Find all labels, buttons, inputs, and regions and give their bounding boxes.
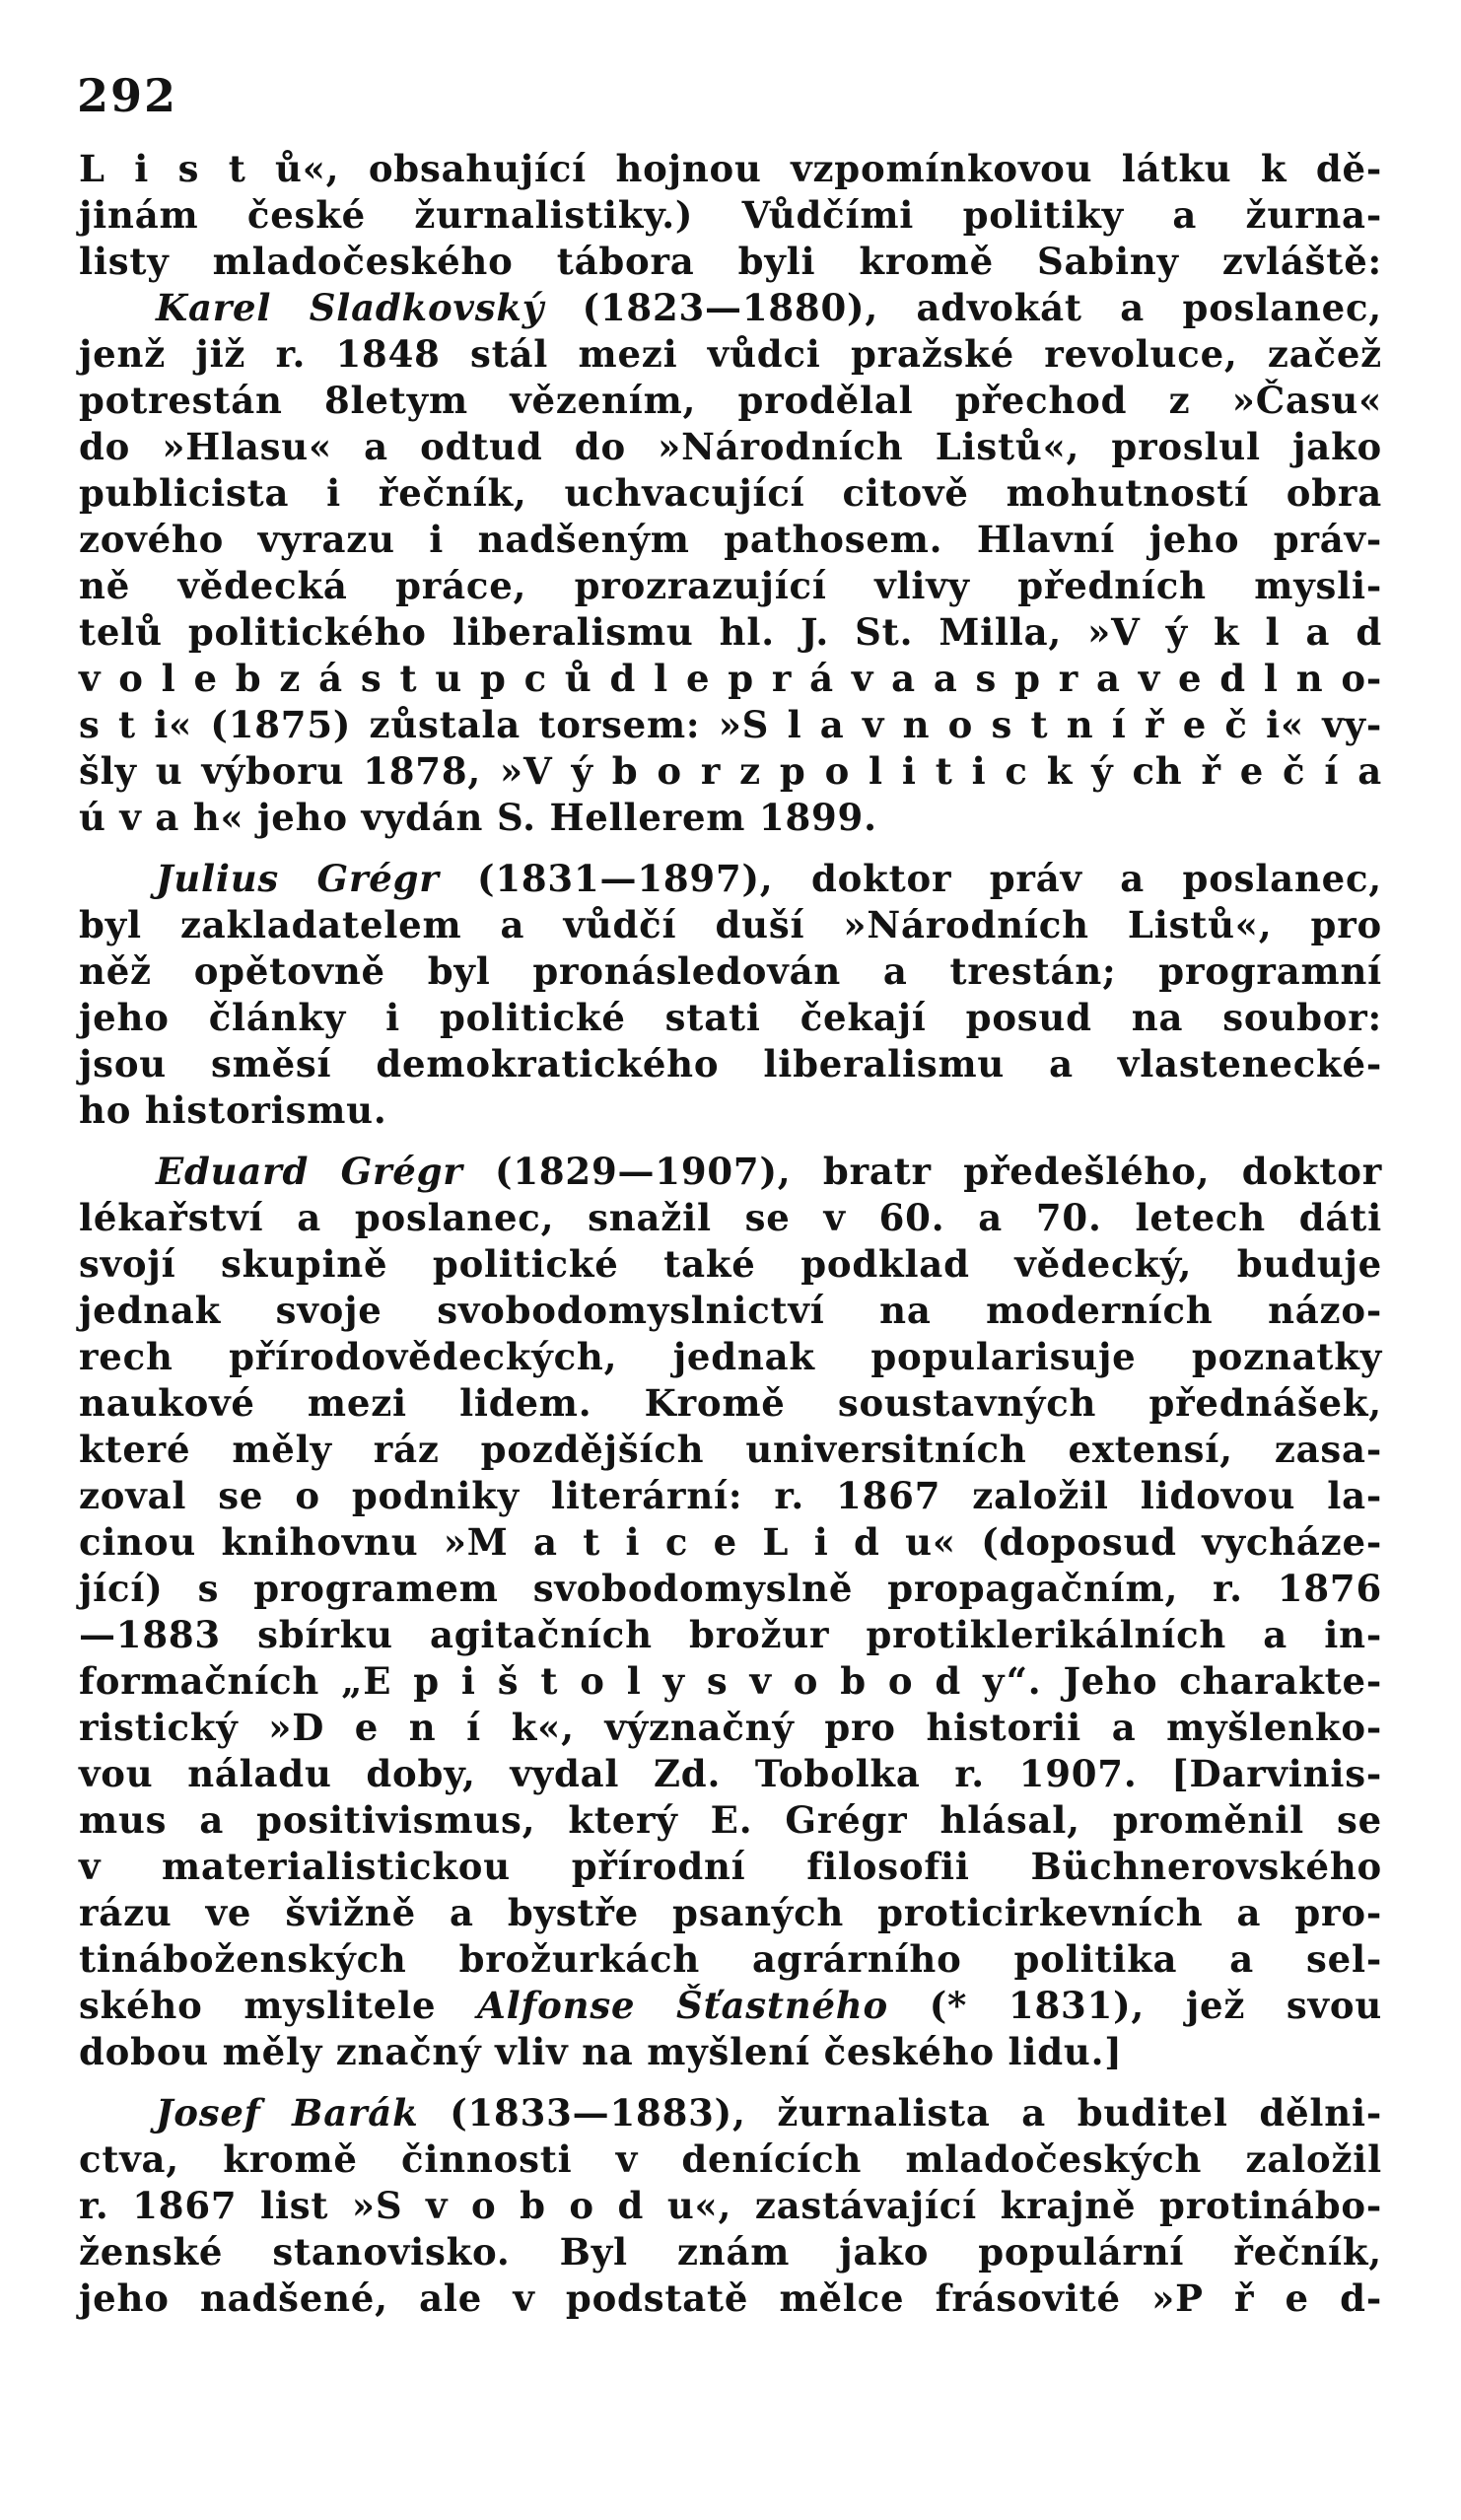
text-segment: vou náladu doby, vydal Zd. Tobolka r. 1907. [Darvinis- — [79, 1752, 1382, 1795]
text-line — [79, 1041, 1382, 1087]
text-segment: naukové mezi lidem. Kromě soustavných přednášek, — [79, 1381, 1382, 1425]
text-line — [79, 902, 1382, 948]
text-line — [79, 424, 1382, 470]
text-segment: —1883 sbírku agitačních brožur protiklerikálních a in- — [79, 1613, 1382, 1656]
text-segment: v materialistickou přírodní filosofii Büchnerovského — [79, 1845, 1382, 1888]
text-line — [79, 856, 1382, 902]
text-segment: (* 1831), jež svou — [888, 1984, 1383, 2027]
text-line — [79, 1087, 1382, 1134]
text-segment: jeho nadšené, ale v podstatě mělce frásovité »P ř e d- — [79, 2276, 1382, 2320]
text-line — [79, 748, 1382, 795]
text-segment: šly u výboru 1878, »V ý b o r z p o l i t i c k ý ch ř e č í a — [79, 749, 1382, 793]
text-line — [79, 331, 1382, 378]
text-segment: (1829—1907), bratr předešlého, doktor — [462, 1150, 1382, 1193]
text-line — [79, 192, 1382, 239]
paragraph — [79, 146, 1382, 285]
text-line — [79, 2229, 1382, 2275]
text-segment: potrestán 8letym vězením, prodělal přechod z »Času« — [79, 379, 1382, 422]
text-segment: ženské stanovisko. Byl znám jako populární řečník, — [79, 2230, 1382, 2274]
paragraph — [79, 2090, 1382, 2322]
text-segment: dobou měly značný vliv na myšlení českého lidu.] — [79, 2030, 1123, 2073]
text-line — [79, 948, 1382, 995]
text-line — [79, 1288, 1382, 1334]
text-line — [79, 2090, 1382, 2136]
text-segment: L i s t ů«, obsahující hojnou vzpomínkovou látku k dě- — [79, 147, 1382, 190]
text-segment: ně vědecká práce, prozrazující vlivy předních mysli- — [79, 564, 1382, 607]
text-line — [79, 1427, 1382, 1473]
text-segment: (1833—1883), žurnalista a buditel dělni- — [418, 2091, 1382, 2135]
text-segment: r. 1867 list »S v o b o d u«, zastávající krajně protinábo- — [79, 2184, 1382, 2227]
text-line — [79, 1473, 1382, 1519]
text-line — [79, 1241, 1382, 1288]
text-line — [79, 517, 1382, 563]
paragraph — [79, 285, 1382, 841]
text-line — [79, 1890, 1382, 1936]
text-segment: tináboženských brožurkách agrárního politika a sel- — [79, 1937, 1382, 1981]
text-segment: cinou knihovnu »M a t i c e L i d u« (doposud vycháze- — [79, 1520, 1382, 1564]
text-line — [79, 609, 1382, 656]
text-segment: byl zakladatelem a vůdčí duší »Národních Listů«, pro — [79, 903, 1382, 946]
person-name: Josef Barák — [156, 2091, 419, 2135]
text-segment: jinám české žurnalistiky.) Vůdčími politiky a žurna- — [79, 193, 1382, 237]
text-line — [79, 1149, 1382, 1195]
text-segment: (1823—1880), advokát a poslanec, — [544, 286, 1382, 329]
text-segment: ristický »D e n í k«, význačný pro historii a myšlenko- — [79, 1706, 1382, 1749]
text-line — [79, 2136, 1382, 2183]
page-body — [79, 146, 1382, 2322]
person-name: Karel Sladkovský — [156, 286, 545, 329]
text-segment: telů politického liberalismu hl. J. St. Milla, »V ý k l a d — [79, 610, 1382, 654]
text-line — [79, 1658, 1382, 1705]
text-segment: zoval se o podniky literární: r. 1867 založil lidovou la- — [79, 1474, 1382, 1517]
text-segment: jsou směsí demokratického liberalismu a vlastenecké- — [79, 1042, 1382, 1085]
text-line — [79, 1519, 1382, 1566]
text-segment: zového vyrazu i nadšeným pathosem. Hlavní jeho práv- — [79, 518, 1382, 561]
text-segment: jednak svoje svobodomyslnictví na moderních názo- — [79, 1289, 1382, 1332]
text-segment: lékařství a poslanec, snažil se v 60. a 70. letech dáti — [79, 1196, 1382, 1239]
text-line — [79, 2275, 1382, 2322]
text-segment: formačních „E p i š t o l y s v o b o d y“. Jeho charakte- — [79, 1659, 1382, 1703]
person-name: Alfonse Šťastného — [477, 1984, 888, 2027]
person-name: Julius Grégr — [156, 857, 440, 900]
text-segment: rech přírodovědeckých, jednak popularisuje poznatky — [79, 1335, 1382, 1378]
text-line — [79, 995, 1382, 1041]
text-segment: ú v a h« jeho vydán S. Hellerem 1899. — [79, 796, 877, 839]
text-segment: v o l e b z á s t u p c ů d l e p r á v a a s p r a v e d l n o- — [79, 657, 1382, 700]
text-line — [79, 1751, 1382, 1797]
text-segment: ho historismu. — [79, 1088, 387, 1132]
text-line — [79, 2183, 1382, 2229]
text-segment: (1831—1897), doktor práv a poslanec, — [439, 857, 1382, 900]
text-segment: rázu ve švižně a bystře psaných proticirkevních a pro- — [79, 1891, 1382, 1934]
text-line — [79, 2029, 1382, 2075]
text-segment: svojí skupině politické také podklad vědecký, buduje — [79, 1242, 1382, 1286]
text-line — [79, 146, 1382, 192]
text-segment: s t i« (1875) zůstala torsem: »S l a v n o s t n í ř e č i« vy- — [79, 703, 1382, 746]
page-number: 292 — [77, 69, 178, 122]
paragraph — [79, 1149, 1382, 2075]
text-line — [79, 239, 1382, 285]
text-segment: listy mladočeského tábora byli kromě Sabiny zvláště: — [79, 240, 1382, 283]
text-line — [79, 1195, 1382, 1241]
text-line — [79, 1797, 1382, 1844]
text-line — [79, 1983, 1382, 2029]
text-line — [79, 1566, 1382, 1612]
person-name: Eduard Grégr — [156, 1150, 463, 1193]
text-line — [79, 1334, 1382, 1380]
text-line — [79, 1936, 1382, 1983]
text-segment: ctva, kromě činnosti v denících mladočeských založil — [79, 2137, 1382, 2181]
text-line — [79, 1612, 1382, 1658]
text-line — [79, 1380, 1382, 1427]
text-line — [79, 795, 1382, 841]
text-line — [79, 1705, 1382, 1751]
text-line — [79, 656, 1382, 702]
text-segment: ského myslitele — [79, 1984, 478, 2027]
text-segment: jeho články i politické stati čekají posud na soubor: — [79, 996, 1382, 1039]
paragraph — [79, 856, 1382, 1134]
text-segment: do »Hlasu« a odtud do »Národních Listů«, proslul jako — [79, 425, 1382, 468]
text-line — [79, 1844, 1382, 1890]
text-segment: jící) s programem svobodomyslně propagačním, r. 1876 — [79, 1567, 1382, 1610]
text-line — [79, 702, 1382, 748]
text-segment: publicista i řečník, uchvacující citově mohutností obra — [79, 471, 1382, 515]
text-segment: které měly ráz pozdějších universitních extensí, zasa- — [79, 1428, 1382, 1471]
text-segment: mus a positivismus, který E. Grégr hlásal, proměnil se — [79, 1798, 1382, 1842]
text-line — [79, 285, 1382, 331]
text-segment: něž opětovně byl pronásledován a trestán; programní — [79, 949, 1382, 993]
text-line — [79, 378, 1382, 424]
text-line — [79, 563, 1382, 609]
text-segment: jenž již r. 1848 stál mezi vůdci pražské revoluce, začež — [79, 332, 1382, 376]
text-line — [79, 470, 1382, 517]
